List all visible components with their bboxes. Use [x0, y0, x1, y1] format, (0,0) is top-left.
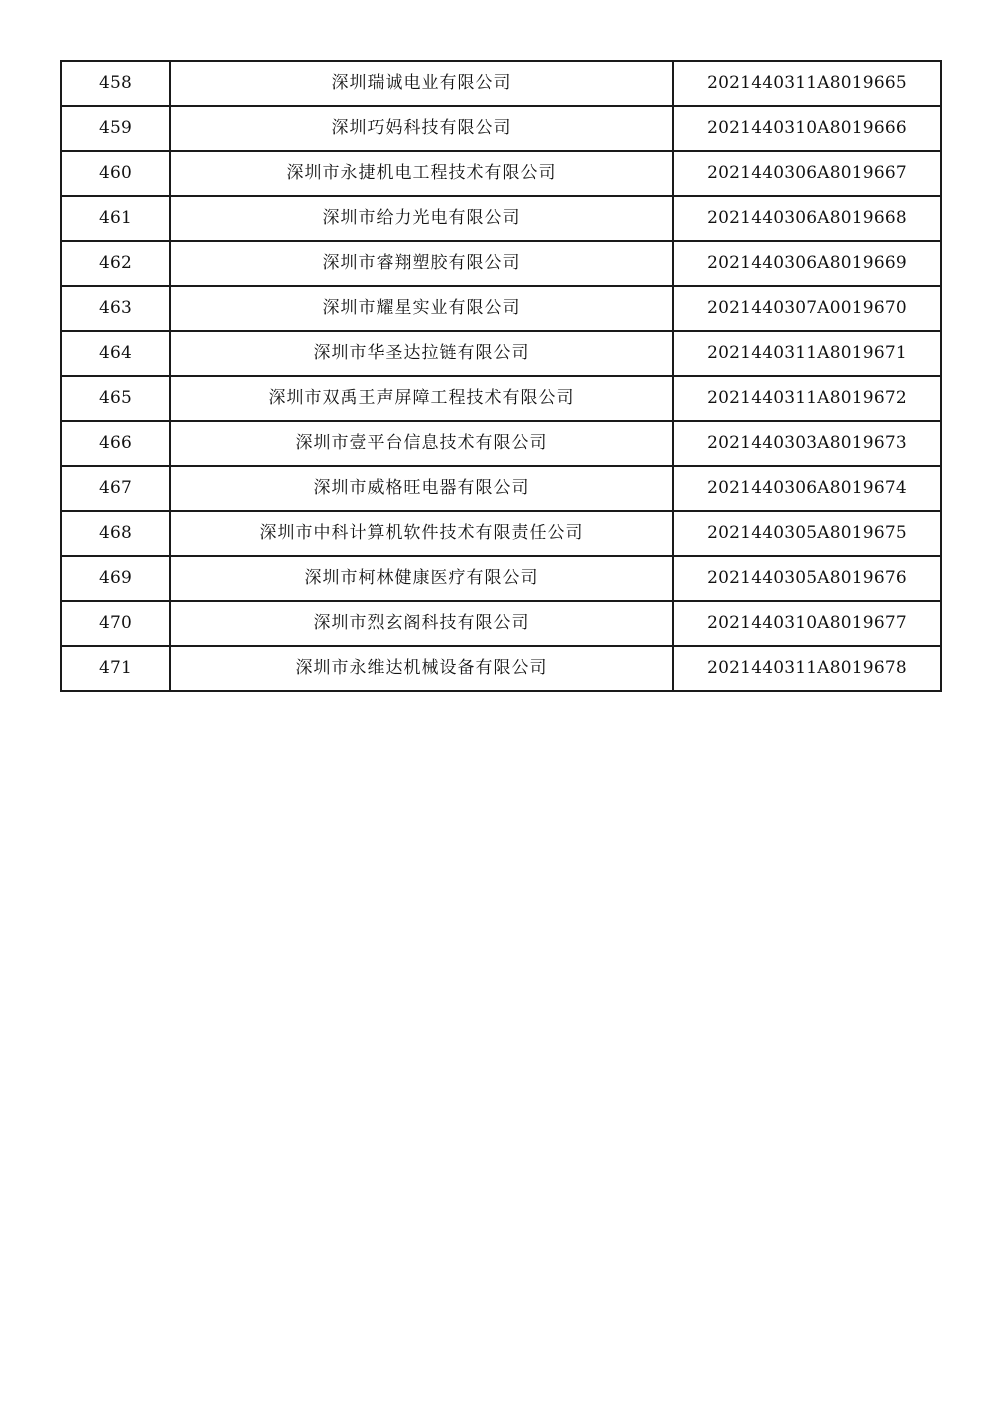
- table-row: [61, 151, 941, 196]
- registration-code: 2021440311A8019665: [673, 61, 941, 106]
- row-number: 467: [61, 466, 170, 511]
- row-number: 466: [61, 421, 170, 466]
- row-number: 463: [61, 286, 170, 331]
- table-row: [61, 421, 941, 466]
- company-name: 深圳巧妈科技有限公司: [170, 106, 673, 151]
- registration-code: 2021440305A8019676: [673, 556, 941, 601]
- company-name: 深圳市永捷机电工程技术有限公司: [170, 151, 673, 196]
- table-row: [61, 106, 941, 151]
- row-number: 465: [61, 376, 170, 421]
- table-row: [61, 556, 941, 601]
- table-row: [61, 241, 941, 286]
- row-number: 470: [61, 601, 170, 646]
- row-number: 469: [61, 556, 170, 601]
- row-number: 461: [61, 196, 170, 241]
- company-name: 深圳市柯林健康医疗有限公司: [170, 556, 673, 601]
- table-row: [61, 466, 941, 511]
- registration-code: 2021440310A8019677: [673, 601, 941, 646]
- company-name: 深圳市威格旺电器有限公司: [170, 466, 673, 511]
- table-row: [61, 511, 941, 556]
- table-row: [61, 646, 941, 691]
- table-row: [61, 61, 941, 106]
- row-number: 460: [61, 151, 170, 196]
- row-number: 459: [61, 106, 170, 151]
- registration-code: 2021440311A8019678: [673, 646, 941, 691]
- registration-code: 2021440311A8019672: [673, 376, 941, 421]
- row-number: 471: [61, 646, 170, 691]
- company-registry-table: [60, 60, 942, 692]
- row-number: 468: [61, 511, 170, 556]
- company-name: 深圳市烈玄阁科技有限公司: [170, 601, 673, 646]
- company-name: 深圳市双禹王声屏障工程技术有限公司: [170, 376, 673, 421]
- registration-code: 2021440306A8019669: [673, 241, 941, 286]
- registration-code: 2021440307A0019670: [673, 286, 941, 331]
- registration-code: 2021440305A8019675: [673, 511, 941, 556]
- table-row: [61, 376, 941, 421]
- company-name: 深圳瑞诚电业有限公司: [170, 61, 673, 106]
- table-row: [61, 286, 941, 331]
- registration-code: 2021440311A8019671: [673, 331, 941, 376]
- company-name: 深圳市中科计算机软件技术有限责任公司: [170, 511, 673, 556]
- row-number: 464: [61, 331, 170, 376]
- table-row: [61, 331, 941, 376]
- row-number: 462: [61, 241, 170, 286]
- company-name: 深圳市永维达机械设备有限公司: [170, 646, 673, 691]
- company-name: 深圳市壹平台信息技术有限公司: [170, 421, 673, 466]
- registration-code: 2021440306A8019667: [673, 151, 941, 196]
- table-row: [61, 196, 941, 241]
- row-number: 458: [61, 61, 170, 106]
- registration-code: 2021440306A8019668: [673, 196, 941, 241]
- table-row: [61, 601, 941, 646]
- registration-code: 2021440303A8019673: [673, 421, 941, 466]
- registration-code: 2021440310A8019666: [673, 106, 941, 151]
- registration-code: 2021440306A8019674: [673, 466, 941, 511]
- company-name: 深圳市华圣达拉链有限公司: [170, 331, 673, 376]
- company-name: 深圳市给力光电有限公司: [170, 196, 673, 241]
- company-name: 深圳市睿翔塑胶有限公司: [170, 241, 673, 286]
- company-name: 深圳市耀星实业有限公司: [170, 286, 673, 331]
